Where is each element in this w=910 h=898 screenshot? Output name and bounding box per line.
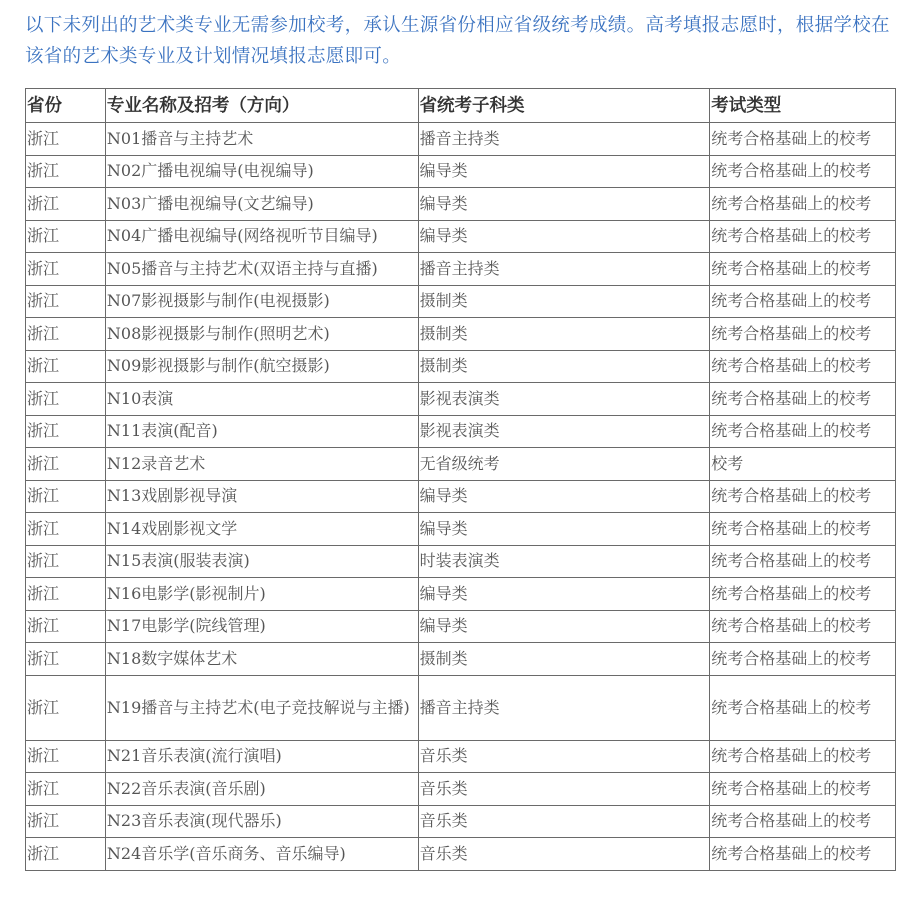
cell-major: N16电影学(影视制片) — [105, 578, 418, 611]
table-row — [26, 513, 896, 546]
cell-subject-category: 编导类 — [418, 188, 710, 221]
header-subject-category: 省统考子科类 — [418, 89, 710, 123]
table-row — [26, 188, 896, 221]
cell-subject-category: 播音主持类 — [418, 253, 710, 286]
table-row — [26, 838, 896, 871]
cell-province: 浙江 — [26, 383, 106, 416]
table-row — [26, 220, 896, 253]
cell-major: N24音乐学(音乐商务、音乐编导) — [105, 838, 418, 871]
cell-province: 浙江 — [26, 448, 106, 481]
cell-province: 浙江 — [26, 805, 106, 838]
table-row — [26, 253, 896, 286]
cell-major: N05播音与主持艺术(双语主持与直播) — [105, 253, 418, 286]
cell-subject-category: 时装表演类 — [418, 545, 710, 578]
cell-province: 浙江 — [26, 123, 106, 156]
cell-exam-type: 统考合格基础上的校考 — [710, 578, 896, 611]
cell-province: 浙江 — [26, 415, 106, 448]
cell-exam-type: 统考合格基础上的校考 — [710, 480, 896, 513]
cell-subject-category: 编导类 — [418, 480, 710, 513]
cell-subject-category: 音乐类 — [418, 838, 710, 871]
cell-province: 浙江 — [26, 513, 106, 546]
table-row — [26, 545, 896, 578]
cell-major: N04广播电视编导(网络视听节目编导) — [105, 220, 418, 253]
cell-subject-category: 无省级统考 — [418, 448, 710, 481]
cell-exam-type: 统考合格基础上的校考 — [710, 838, 896, 871]
cell-subject-category: 摄制类 — [418, 643, 710, 676]
cell-major: N21音乐表演(流行演唱) — [105, 740, 418, 773]
cell-province: 浙江 — [26, 188, 106, 221]
cell-exam-type: 统考合格基础上的校考 — [710, 643, 896, 676]
cell-subject-category: 摄制类 — [418, 285, 710, 318]
cell-major: N03广播电视编导(文艺编导) — [105, 188, 418, 221]
table-row — [26, 383, 896, 416]
cell-exam-type: 统考合格基础上的校考 — [710, 513, 896, 546]
table-row — [26, 773, 896, 806]
cell-province: 浙江 — [26, 545, 106, 578]
cell-subject-category: 音乐类 — [418, 805, 710, 838]
cell-province: 浙江 — [26, 480, 106, 513]
cell-major: N10表演 — [105, 383, 418, 416]
cell-subject-category: 编导类 — [418, 155, 710, 188]
cell-province: 浙江 — [26, 350, 106, 383]
table-row — [26, 350, 896, 383]
cell-exam-type: 统考合格基础上的校考 — [710, 220, 896, 253]
cell-major: N07影视摄影与制作(电视摄影) — [105, 285, 418, 318]
cell-province: 浙江 — [26, 155, 106, 188]
table-row — [26, 480, 896, 513]
intro-text: 以下未列出的艺术类专业无需参加校考，承认生源省份相应省级统考成绩。高考填报志愿时，根据学校在该省的艺术类专业及计划情况填报志愿即可。 — [25, 15, 890, 67]
cell-province: 浙江 — [26, 675, 106, 740]
cell-subject-category: 音乐类 — [418, 740, 710, 773]
cell-subject-category: 摄制类 — [418, 350, 710, 383]
table-row — [26, 415, 896, 448]
header-province: 省份 — [26, 89, 106, 123]
cell-exam-type: 统考合格基础上的校考 — [710, 610, 896, 643]
cell-province: 浙江 — [26, 838, 106, 871]
cell-province: 浙江 — [26, 285, 106, 318]
cell-exam-type: 统考合格基础上的校考 — [710, 155, 896, 188]
cell-major: N13戏剧影视导演 — [105, 480, 418, 513]
cell-major: N12录音艺术 — [105, 448, 418, 481]
header-major: 专业名称及招考（方向） — [105, 89, 418, 123]
cell-subject-category: 播音主持类 — [418, 123, 710, 156]
cell-subject-category: 编导类 — [418, 513, 710, 546]
cell-major: N23音乐表演(现代器乐) — [105, 805, 418, 838]
cell-province: 浙江 — [26, 318, 106, 351]
cell-exam-type: 统考合格基础上的校考 — [710, 318, 896, 351]
table-row — [26, 285, 896, 318]
cell-subject-category: 摄制类 — [418, 318, 710, 351]
cell-major: N08影视摄影与制作(照明艺术) — [105, 318, 418, 351]
cell-subject-category: 影视表演类 — [418, 383, 710, 416]
table-row — [26, 610, 896, 643]
cell-province: 浙江 — [26, 610, 106, 643]
table-row — [26, 318, 896, 351]
table-header-row — [26, 89, 896, 123]
cell-major: N22音乐表演(音乐剧) — [105, 773, 418, 806]
table-row — [26, 740, 896, 773]
cell-subject-category: 音乐类 — [418, 773, 710, 806]
cell-exam-type: 统考合格基础上的校考 — [710, 740, 896, 773]
cell-province: 浙江 — [26, 578, 106, 611]
table-row — [26, 578, 896, 611]
cell-province: 浙江 — [26, 740, 106, 773]
table-row — [26, 448, 896, 481]
cell-major: N02广播电视编导(电视编导) — [105, 155, 418, 188]
cell-subject-category: 播音主持类 — [418, 675, 710, 740]
cell-exam-type: 统考合格基础上的校考 — [710, 188, 896, 221]
cell-subject-category: 编导类 — [418, 610, 710, 643]
table-row — [26, 805, 896, 838]
cell-province: 浙江 — [26, 643, 106, 676]
cell-exam-type: 统考合格基础上的校考 — [710, 383, 896, 416]
header-exam-type: 考试类型 — [710, 89, 896, 123]
cell-exam-type: 统考合格基础上的校考 — [710, 773, 896, 806]
cell-major: N14戏剧影视文学 — [105, 513, 418, 546]
cell-major: N09影视摄影与制作(航空摄影) — [105, 350, 418, 383]
cell-major: N19播音与主持艺术(电子竞技解说与主播) — [105, 675, 418, 740]
cell-major: N01播音与主持艺术 — [105, 123, 418, 156]
table-row — [26, 155, 896, 188]
cell-exam-type: 统考合格基础上的校考 — [710, 350, 896, 383]
cell-province: 浙江 — [26, 220, 106, 253]
cell-major: N15表演(服装表演) — [105, 545, 418, 578]
table-row — [26, 123, 896, 156]
cell-subject-category: 编导类 — [418, 220, 710, 253]
cell-exam-type: 统考合格基础上的校考 — [710, 285, 896, 318]
cell-exam-type: 统考合格基础上的校考 — [710, 415, 896, 448]
cell-major: N18数字媒体艺术 — [105, 643, 418, 676]
art-majors-table — [25, 88, 896, 871]
table-row — [26, 675, 896, 740]
cell-exam-type: 校考 — [710, 448, 896, 481]
cell-subject-category: 编导类 — [418, 578, 710, 611]
cell-major: N17电影学(院线管理) — [105, 610, 418, 643]
cell-exam-type: 统考合格基础上的校考 — [710, 253, 896, 286]
cell-subject-category: 影视表演类 — [418, 415, 710, 448]
cell-exam-type: 统考合格基础上的校考 — [710, 545, 896, 578]
cell-province: 浙江 — [26, 253, 106, 286]
cell-exam-type: 统考合格基础上的校考 — [710, 123, 896, 156]
cell-exam-type: 统考合格基础上的校考 — [710, 675, 896, 740]
cell-exam-type: 统考合格基础上的校考 — [710, 805, 896, 838]
cell-province: 浙江 — [26, 773, 106, 806]
cell-major: N11表演(配音) — [105, 415, 418, 448]
table-row — [26, 643, 896, 676]
